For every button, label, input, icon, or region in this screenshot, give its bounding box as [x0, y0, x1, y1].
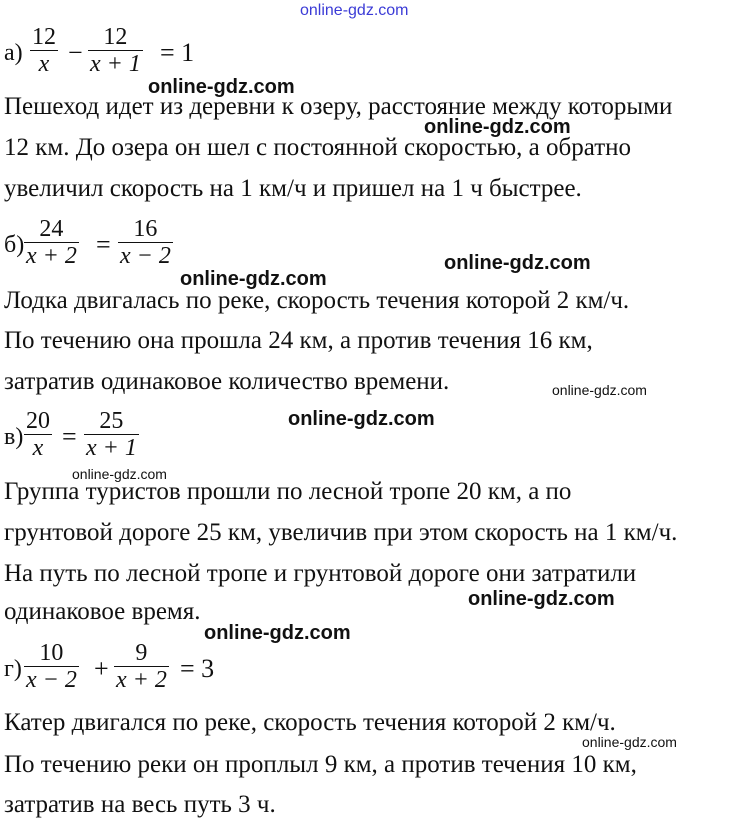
- watermark: online-gdz.com: [468, 588, 615, 610]
- item-a-label: а): [4, 40, 23, 66]
- item-d-line-2: По течению реки он проплыл 9 км, а против течения 10 км,: [4, 751, 637, 778]
- item-b-line-2: По течению она прошла 24 км, а против течения 16 км,: [4, 327, 593, 354]
- item-c-line-4: одинаковое время.: [4, 598, 201, 625]
- watermark: online-gdz.com: [424, 116, 571, 138]
- watermark: online-gdz.com: [552, 382, 647, 398]
- item-c-line-2: грунтовой дороге 25 км, увеличив при этом скорость на 1 км/ч.: [4, 519, 678, 546]
- item-c-op: =: [62, 422, 77, 451]
- item-d-rhs: = 3: [180, 654, 215, 683]
- item-d-f2-den: x + 2: [116, 667, 167, 693]
- watermark: online-gdz.com: [582, 734, 677, 750]
- item-a-fraction-2: [88, 24, 143, 77]
- item-d-f1-den: x − 2: [26, 667, 77, 693]
- item-d-line-1: Катер двигался по реке, скорость течения которой 2 км/ч.: [4, 709, 616, 736]
- item-b-f1-den: x + 2: [26, 243, 77, 269]
- item-d-fraction-2: [114, 640, 169, 693]
- item-b-label: б): [4, 232, 25, 258]
- watermark: online-gdz.com: [72, 466, 167, 482]
- item-a-f2-den: x + 1: [90, 51, 141, 77]
- item-d-f2-num: 9: [114, 640, 169, 667]
- item-d-op: +: [94, 654, 109, 683]
- item-c-f1-den: x: [32, 435, 44, 461]
- item-c-line-1: Группа туристов прошли по лесной тропе 20 км, а по: [4, 478, 572, 505]
- item-c-fraction-1: [24, 408, 52, 461]
- item-b-fraction-1: [24, 216, 79, 269]
- watermark: online-gdz.com: [444, 252, 591, 274]
- item-a-f1-num: 12: [32, 24, 56, 50]
- item-d-label: г): [4, 656, 22, 682]
- item-b-line-3: затратив одинаковое количество времени.: [4, 368, 450, 395]
- item-a-line-2: 12 км. До озера он шел с постоянной скоростью, а обратно: [4, 134, 632, 161]
- item-b-line-1: Лодка двигалась по реке, скорость течения которой 2 км/ч.: [4, 287, 630, 314]
- watermark: online-gdz.com: [204, 622, 351, 644]
- watermark: online-gdz.com: [288, 408, 435, 430]
- item-c-f2-num: 25: [84, 408, 139, 435]
- item-d-fraction-1: [24, 640, 79, 693]
- item-a-f2-num: 12: [88, 24, 143, 51]
- item-d-f1-num: 10: [24, 640, 79, 667]
- item-b-f1-num: 24: [24, 216, 79, 243]
- item-a-line-3: увеличил скорость на 1 км/ч и пришел на 1 ч быстрее.: [4, 175, 582, 202]
- item-c-fraction-2: [84, 408, 139, 461]
- item-b-f2-den: x − 2: [120, 243, 171, 269]
- item-c-f2-den: x + 1: [86, 435, 137, 461]
- item-a-f1-den: x: [38, 51, 50, 77]
- item-b-f2-num: 16: [118, 216, 173, 243]
- item-a-line-1: Пешеход идет из деревни к озеру, расстояние между которыми: [4, 93, 673, 120]
- item-b-fraction-2: [118, 216, 173, 269]
- item-b-op: =: [96, 230, 111, 259]
- item-d-line-3: затратив на весь путь 3 ч.: [4, 791, 276, 818]
- watermark-top: online-gdz.com: [300, 2, 409, 19]
- watermark: online-gdz.com: [148, 76, 295, 98]
- item-a-fraction-1: [30, 24, 58, 77]
- item-c-label: в): [4, 424, 24, 450]
- item-c-line-3: На путь по лесной тропе и грунтовой дороге они затратили: [4, 560, 637, 587]
- watermark: online-gdz.com: [180, 268, 327, 290]
- item-c-f1-num: 20: [26, 408, 50, 434]
- item-a-rhs: = 1: [160, 38, 195, 67]
- item-a-op: −: [68, 38, 83, 67]
